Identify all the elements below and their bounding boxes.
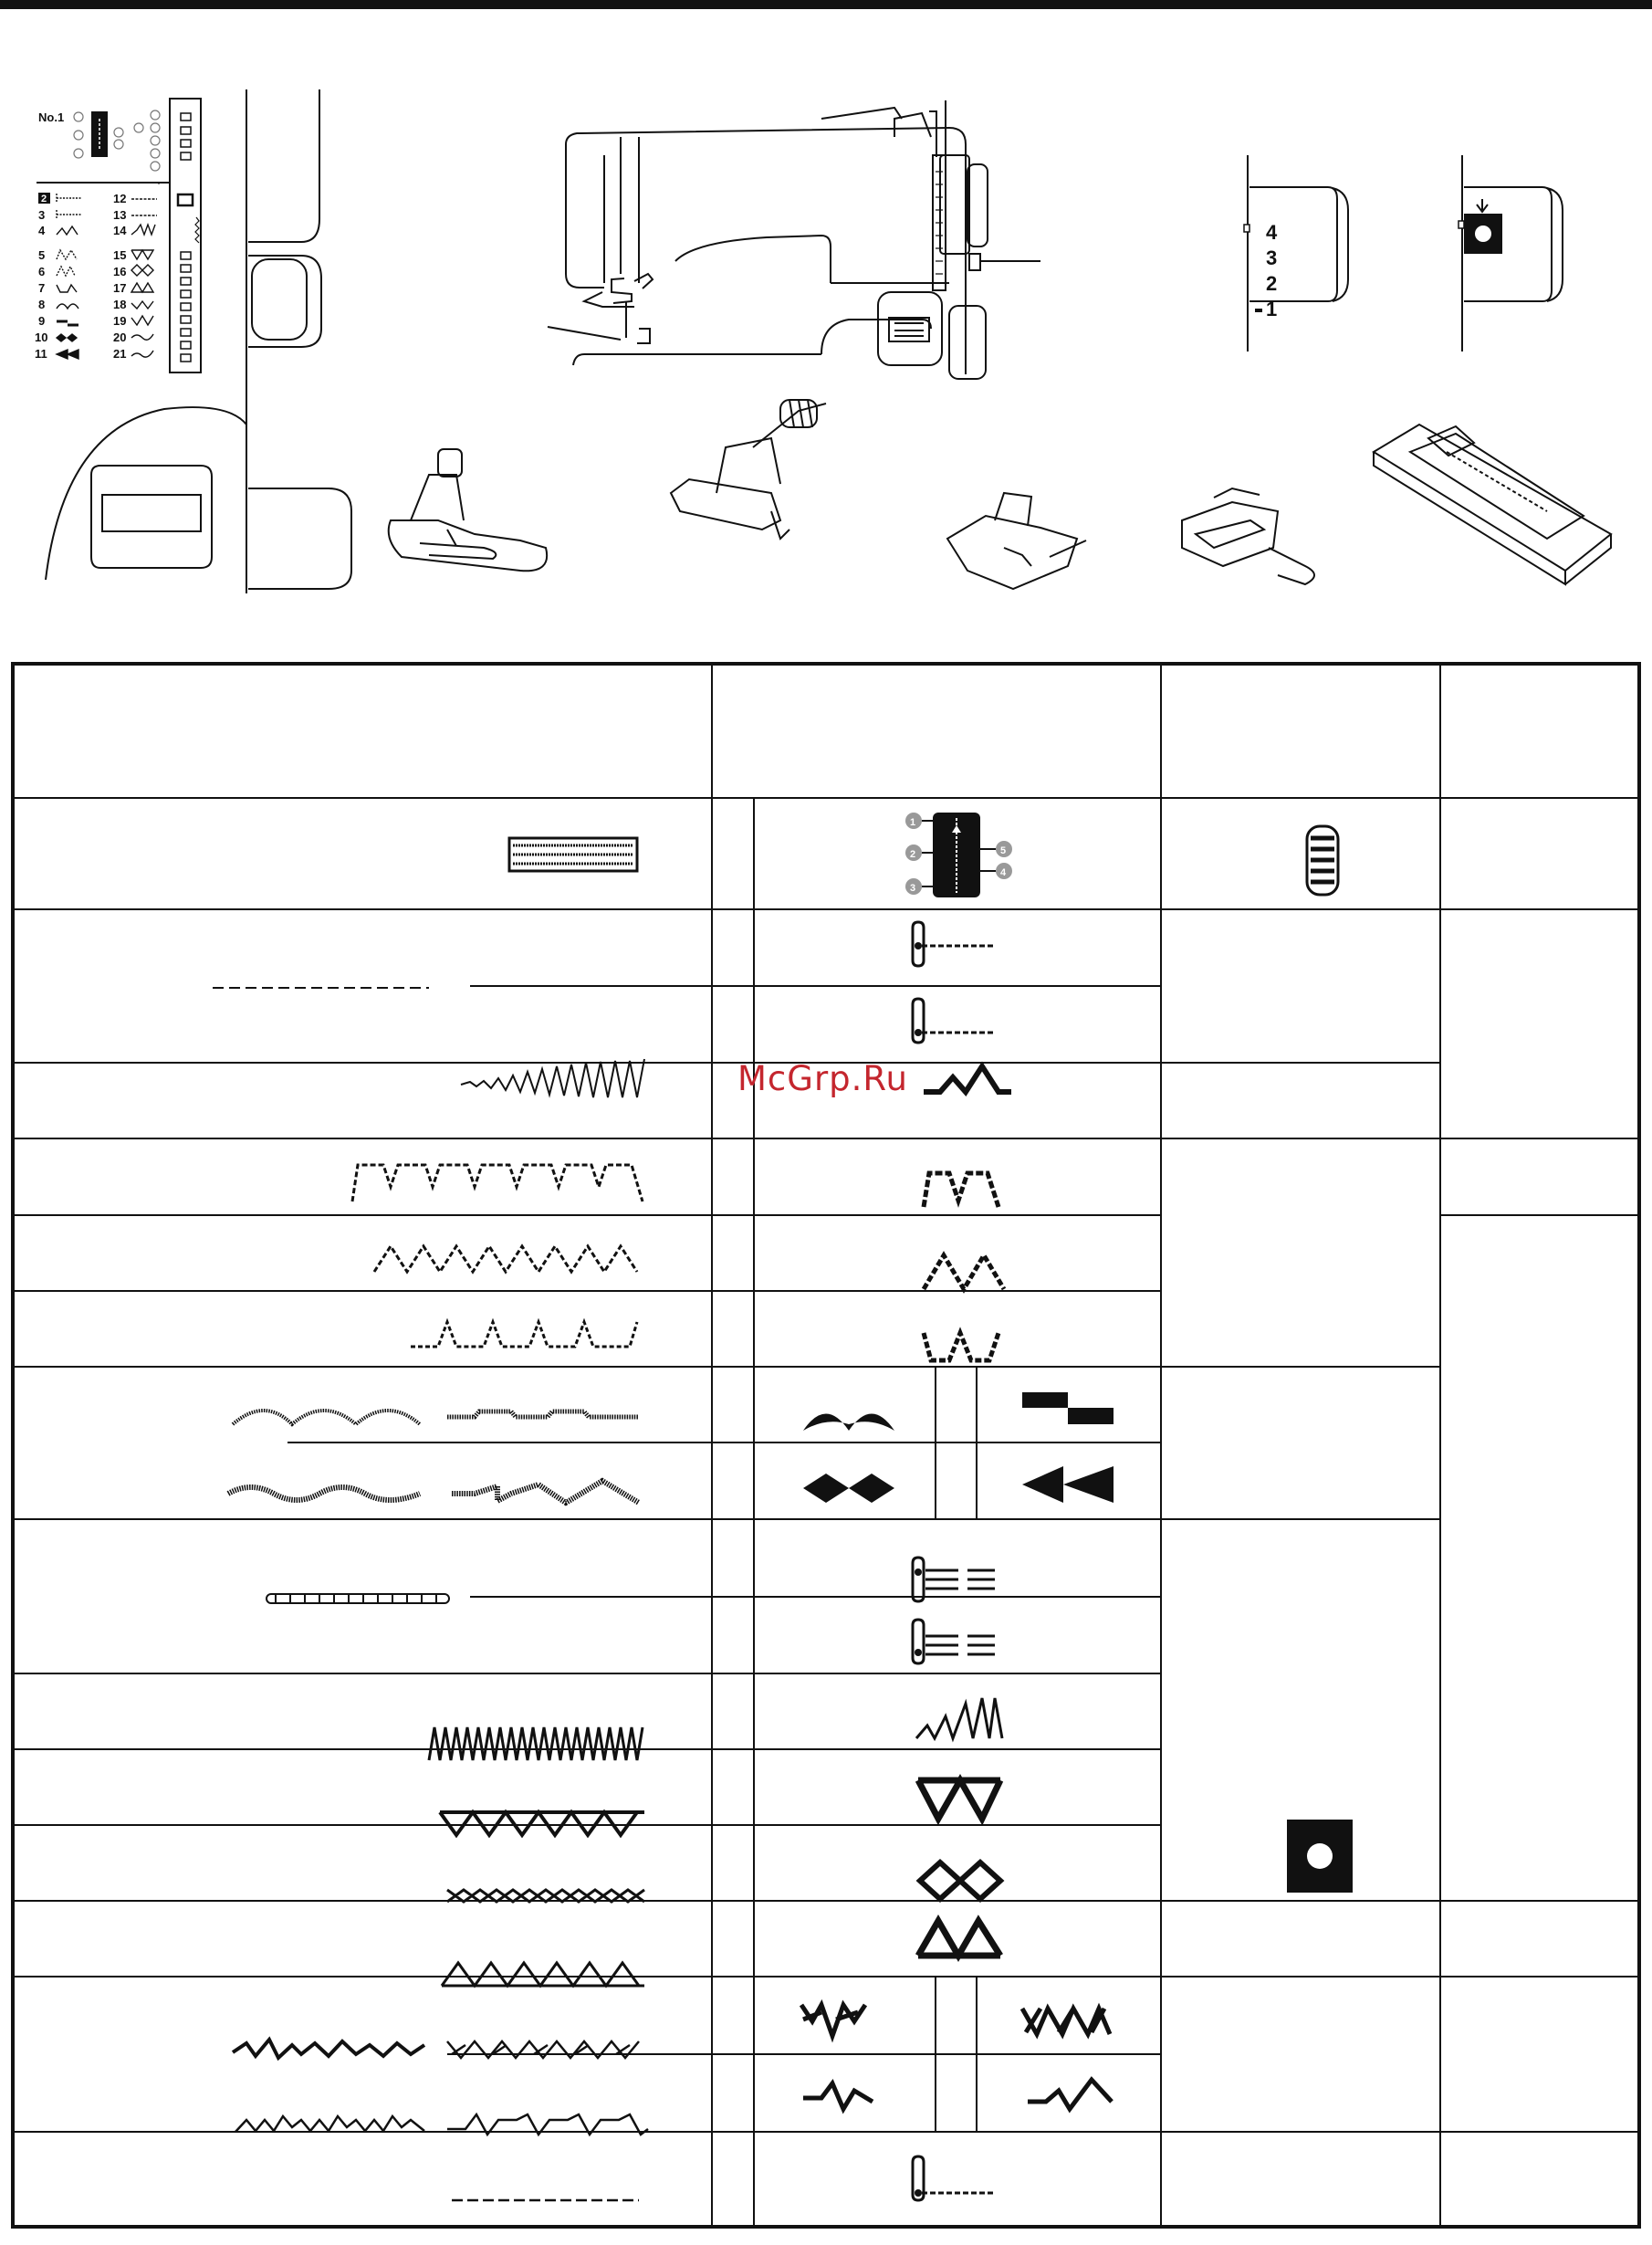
stitch-number: 9	[38, 314, 46, 328]
stitch-length-dial	[1237, 155, 1355, 356]
zigzag-foot-icon	[383, 438, 566, 584]
overedge-foot-icon	[662, 393, 863, 557]
stitch-number: 19	[113, 314, 127, 328]
stitch-number: 18	[113, 298, 127, 311]
stitch-panel-illustration	[37, 82, 365, 593]
step-number: 5	[1000, 845, 1007, 856]
stitch-number: 7	[38, 281, 46, 295]
stitch-number: 10	[35, 330, 48, 344]
stitch-number: 5	[38, 248, 46, 262]
stitch-number: 11	[35, 347, 47, 361]
stitch-number: 3	[38, 208, 46, 222]
symbol-straight-center	[913, 999, 995, 1043]
stitch-number: 8	[38, 298, 46, 311]
watermark: McGrp.Ru	[737, 1059, 908, 1098]
symbol-setting-buttonhole	[1287, 1820, 1353, 1893]
symbol-buttonhole-steps	[905, 813, 1012, 897]
stitch-number: 17	[113, 281, 127, 295]
step-number: 3	[910, 883, 916, 894]
svg-text:2: 2	[41, 194, 47, 205]
stitch-number: 20	[113, 330, 127, 344]
stitch-chart-table	[0, 657, 1652, 2245]
buttonhole-foot-icon	[1364, 415, 1620, 589]
dial-number: 1	[1266, 298, 1278, 320]
stitch-number: 15	[113, 248, 127, 262]
blind-hem-foot-icon	[1177, 484, 1342, 612]
step-number: 2	[910, 849, 916, 860]
zipper-foot-icon	[940, 484, 1095, 603]
dial-number: 3	[1266, 247, 1278, 269]
sewing-machine-illustration	[548, 100, 1059, 383]
symbol-chain-b	[913, 1620, 995, 1663]
stitch-number: 14	[113, 224, 127, 237]
sample-chain	[267, 1594, 449, 1603]
stitch-number: 6	[38, 265, 46, 278]
symbol-straight-bottom	[913, 2156, 995, 2200]
symbol-chain-a	[913, 1558, 995, 1601]
symbol-setting-dense	[1307, 826, 1338, 895]
stitch-number: 13	[113, 208, 127, 222]
top-rule	[0, 0, 1652, 9]
step-number: 1	[910, 817, 916, 828]
sample-straight-dense	[509, 838, 637, 871]
dial-number: 4	[1266, 221, 1278, 244]
stitch-number: 16	[113, 265, 127, 278]
no1-label: No.1	[38, 110, 65, 124]
symbol-straight-left	[913, 922, 995, 966]
step-number: 4	[1000, 867, 1007, 878]
stitch-number: 21	[113, 347, 127, 361]
stitch-number: 4	[38, 224, 46, 237]
buttonhole-dial	[1451, 155, 1570, 356]
dial-number: 2	[1266, 272, 1278, 295]
stitch-number: 12	[113, 192, 127, 205]
